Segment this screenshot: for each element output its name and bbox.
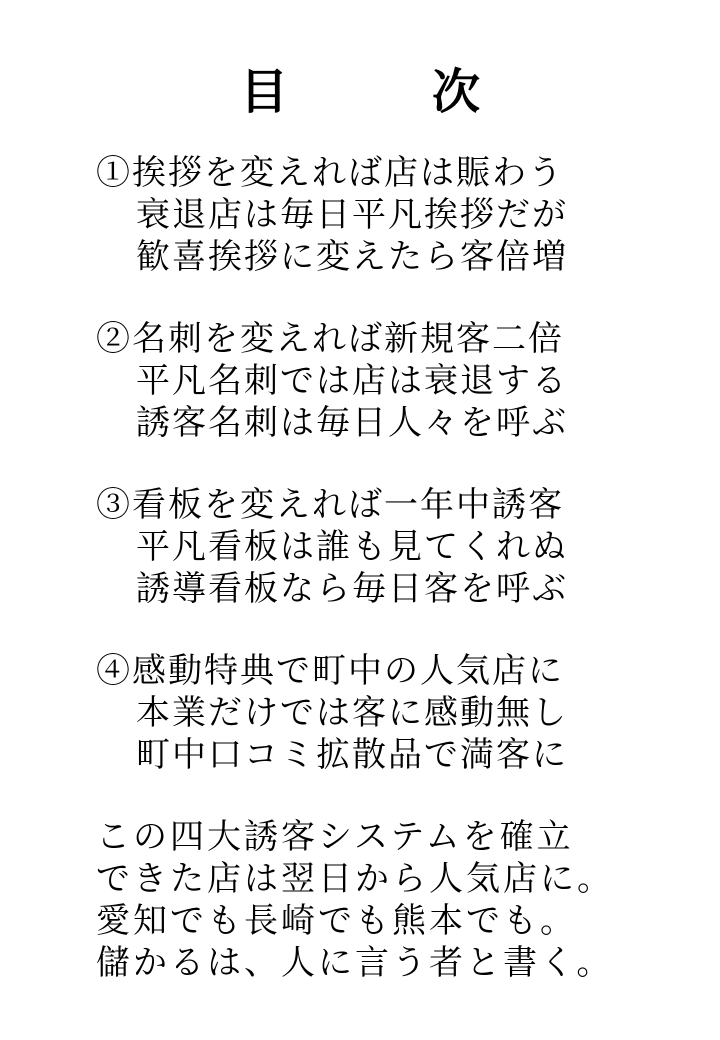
page-title: 目 次 (239, 64, 528, 120)
section-4-line-3: 町中口コミ拡散品で満客に (136, 735, 568, 775)
section-2 (96, 318, 696, 444)
section-2-line-3: 誘客名刺は毎日人々を呼ぶ (136, 403, 568, 443)
closing-line-3: 愛知でも長崎でも熊本でも。 (96, 901, 577, 941)
section-1 (96, 152, 696, 278)
section-1-line-1: ①挨拶を変えれば店は賑わう (96, 153, 564, 193)
closing-paragraph (96, 816, 696, 984)
section-3-line-2: 平凡看板は誰も見てくれぬ (136, 527, 568, 567)
section-1-line-3: 歓喜挨拶に変えたら客倍増 (136, 237, 568, 277)
section-3-line-3: 誘導看板なら毎日客を呼ぶ (136, 569, 568, 609)
section-4 (96, 650, 696, 776)
closing-line-2: できた店は翌日から人気店に。 (96, 859, 614, 899)
section-1-line-2: 衰退店は毎日平凡挨拶だが (136, 195, 568, 235)
section-4-line-2: 本業だけでは客に感動無し (136, 693, 568, 733)
section-3-line-1: ③看板を変えれば一年中誘客 (96, 485, 564, 525)
section-2-line-1: ②名刺を変えれば新規客二倍 (96, 319, 564, 359)
section-4-line-1: ④感動特典で町中の人気店に (96, 651, 564, 691)
section-3 (96, 484, 696, 610)
closing-line-4: 儲かるは、人に言う者と書く。 (96, 943, 614, 983)
section-2-line-2: 平凡名刺では店は衰退する (136, 361, 568, 401)
closing-line-1: この四大誘客システムを確立 (96, 817, 574, 857)
